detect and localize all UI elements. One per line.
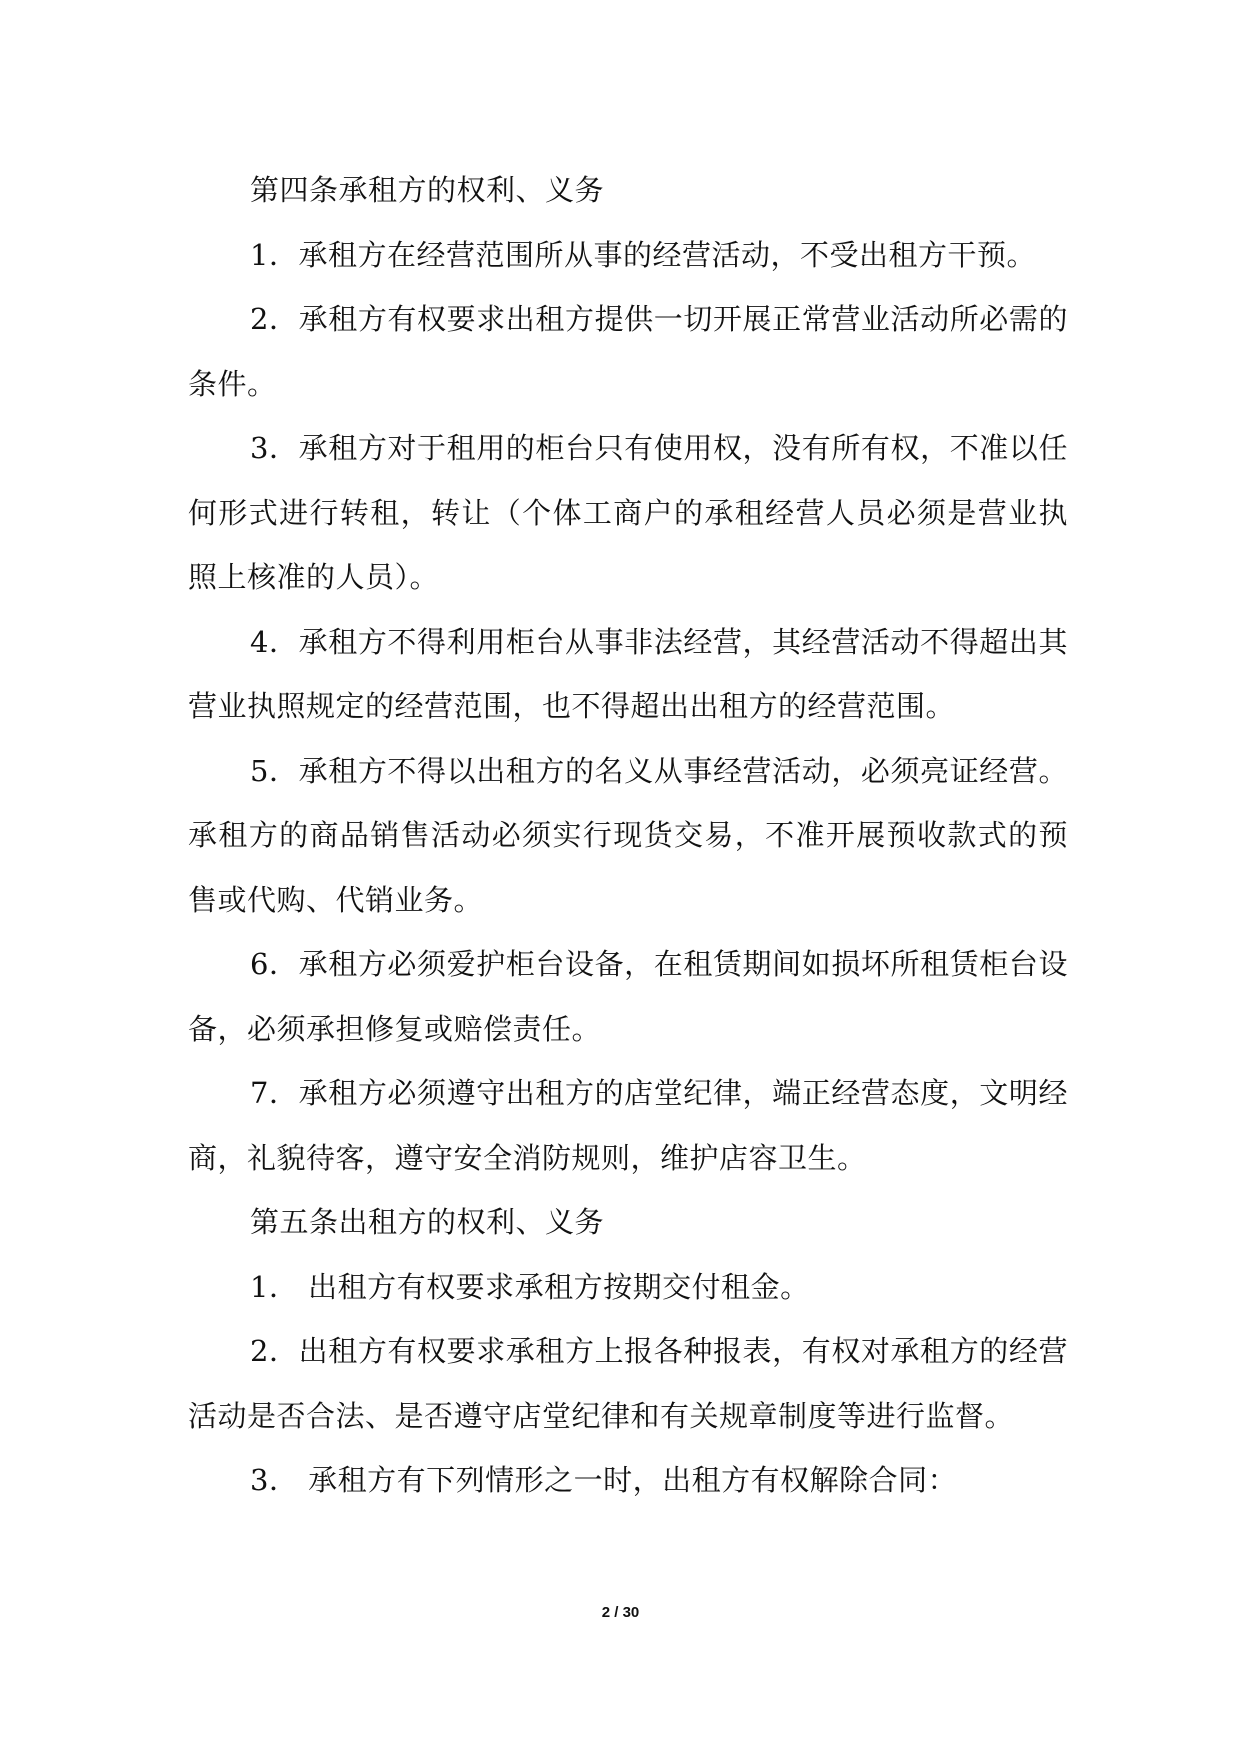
article-four-clause-2: 2．承租方有权要求出租方提供一切开展正常营业活动所必需的条件。 [188,302,1068,401]
article-four-clause-7: 7．承租方必须遵守出租方的店堂纪律，端正经营态度，文明经商，礼貌待客，遵守安全消防规则，维护店容卫生。 [188,1076,1068,1175]
article-four-clause-5: 5．承租方不得以出租方的名义从事经营活动，必须亮证经营。承租方的商品销售活动必须实行现货交易，不准开展预收款式的预售或代购、代销业务。 [188,753,1068,917]
document-body [188,158,1068,1513]
article-four-heading: 第四条承租方的权利、义务 [250,173,605,207]
article-five-clause-1: 1． 出租方有权要求承租方按期交付租金。 [250,1269,810,1304]
article-five-clause-2: 2．出租方有权要求承租方上报各种报表，有权对承租方的经营活动是否合法、是否遵守店堂纪律和有关规章制度等进行监督。 [188,1334,1068,1433]
article-four-clause-1: 1．承租方在经营范围所从事的经营活动，不受出租方干预。 [250,237,1036,272]
article-four-clause-6: 6．承租方必须爱护柜台设备，在租赁期间如损坏所租赁柜台设备，必须承担修复或赔偿责任。 [188,947,1068,1046]
article-five-clause-3: 3． 承租方有下列情形之一时，出租方有权解除合同： [250,1463,958,1497]
article-four-clause-3: 3．承租方对于租用的柜台只有使用权，没有所有权，不准以任何形式进行转租，转让（个体工商户的承租经营人员必须是营业执照上核准的人员）。 [188,431,1068,594]
article-four-clause-4: 4．承租方不得利用柜台从事非法经营，其经营活动不得超出其营业执照规定的经营范围，也不得超出出租方的经营范围。 [188,624,1068,723]
page-number: 2 / 30 [601,1604,640,1621]
article-five-heading: 第五条出租方的权利、义务 [250,1205,605,1239]
